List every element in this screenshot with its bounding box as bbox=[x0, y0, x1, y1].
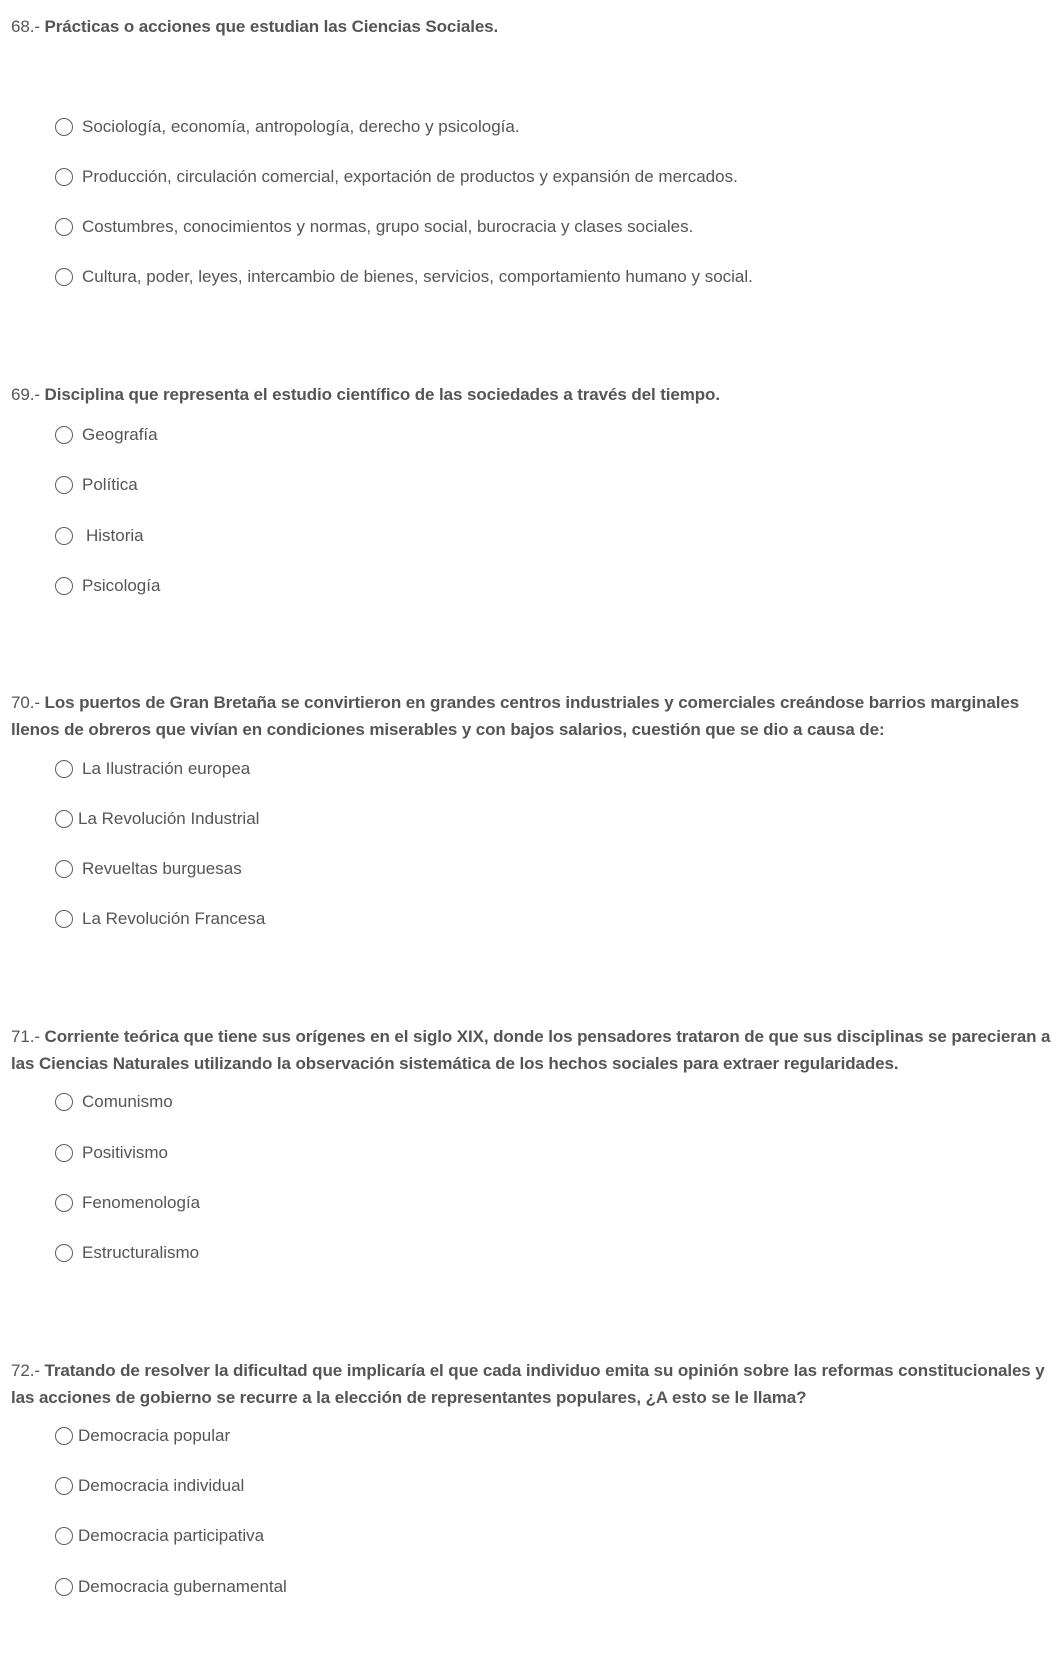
question-68 bbox=[11, 13, 1051, 40]
option-72-a[interactable] bbox=[55, 1421, 230, 1451]
question-text bbox=[11, 1023, 1051, 1077]
question-number: 68.- bbox=[11, 17, 40, 36]
option-69-c[interactable] bbox=[55, 521, 144, 551]
radio-button[interactable] bbox=[55, 1244, 73, 1262]
option-68-b[interactable] bbox=[55, 162, 738, 192]
radio-button[interactable] bbox=[55, 760, 73, 778]
question-number: 72.- bbox=[11, 1361, 40, 1380]
option-label: Democracia gubernamental bbox=[78, 1577, 287, 1596]
option-label: Sociología, economía, antropología, derecho y psicología. bbox=[82, 117, 520, 136]
question-text bbox=[11, 381, 1051, 408]
radio-button[interactable] bbox=[55, 577, 73, 595]
radio-button[interactable] bbox=[55, 218, 73, 236]
option-label: Democracia participativa bbox=[78, 1526, 265, 1545]
radio-button[interactable] bbox=[55, 1427, 73, 1445]
option-70-b[interactable] bbox=[55, 804, 259, 834]
option-label: La Revolución Industrial bbox=[78, 809, 260, 828]
radio-button[interactable] bbox=[55, 1194, 73, 1212]
question-number: 70.- bbox=[11, 693, 40, 712]
radio-button[interactable] bbox=[55, 1527, 73, 1545]
option-label: Costumbres, conocimientos y normas, grupo social, burocracia y clases sociales. bbox=[82, 217, 694, 236]
option-label: Comunismo bbox=[82, 1092, 173, 1111]
option-label: Revueltas burguesas bbox=[82, 859, 242, 878]
radio-button[interactable] bbox=[55, 1093, 73, 1111]
radio-button[interactable] bbox=[55, 1578, 73, 1596]
question-body: Prácticas o acciones que estudian las Ciencias Sociales. bbox=[44, 17, 499, 36]
radio-button[interactable] bbox=[55, 426, 73, 444]
question-72 bbox=[11, 1357, 1051, 1411]
radio-button[interactable] bbox=[55, 268, 73, 286]
option-68-a[interactable] bbox=[55, 112, 520, 142]
question-69 bbox=[11, 381, 1051, 408]
option-71-b[interactable] bbox=[55, 1138, 168, 1168]
option-68-c[interactable] bbox=[55, 212, 693, 242]
question-number: 69.- bbox=[11, 385, 40, 404]
option-label: Política bbox=[82, 475, 138, 494]
option-70-d[interactable] bbox=[55, 904, 265, 934]
option-label: La Ilustración europea bbox=[82, 759, 251, 778]
option-71-d[interactable] bbox=[55, 1238, 199, 1268]
option-label: Cultura, poder, leyes, intercambio de bienes, servicios, comportamiento humano y social. bbox=[82, 267, 753, 286]
question-body: Disciplina que representa el estudio científico de las sociedades a través del tiempo. bbox=[44, 385, 720, 404]
option-69-d[interactable] bbox=[55, 571, 160, 601]
radio-button[interactable] bbox=[55, 1144, 73, 1162]
question-70 bbox=[11, 689, 1051, 743]
option-label: Historia bbox=[86, 526, 144, 545]
option-72-b[interactable] bbox=[55, 1471, 244, 1501]
question-body: Tratando de resolver la dificultad que implicaría el que cada individuo emita su opinión sobre las reformas constitucionales y las acciones de gobierno se recurre a la elección de representantes populares, ¿A esto se le llama? bbox=[11, 1361, 1045, 1407]
question-text bbox=[11, 1357, 1051, 1411]
option-71-c[interactable] bbox=[55, 1188, 200, 1218]
option-label: La Revolución Francesa bbox=[82, 909, 266, 928]
question-body: Corriente teórica que tiene sus orígenes en el siglo XIX, donde los pensadores trataron de que sus disciplinas se parecieran a las Ciencias Naturales utilizando la observación sistemática de los hechos sociales para extraer regularidades. bbox=[11, 1027, 1051, 1073]
option-68-d[interactable] bbox=[55, 262, 753, 292]
option-label: Democracia individual bbox=[78, 1476, 245, 1495]
option-label: Psicología bbox=[82, 576, 161, 595]
option-72-c[interactable] bbox=[55, 1521, 264, 1551]
option-label: Estructuralismo bbox=[82, 1243, 200, 1262]
option-70-c[interactable] bbox=[55, 854, 242, 884]
question-body: Los puertos de Gran Bretaña se convirtieron en grandes centros industriales y comerciales creándose barrios marginales llenos de obreros que vivían en condiciones miserables y con bajos salarios, cuestión que se dio a causa de: bbox=[11, 693, 1020, 739]
option-72-d[interactable] bbox=[55, 1572, 287, 1602]
radio-button[interactable] bbox=[55, 476, 73, 494]
radio-button[interactable] bbox=[55, 910, 73, 928]
option-69-b[interactable] bbox=[55, 470, 138, 500]
option-label: Producción, circulación comercial, exportación de productos y expansión de mercados. bbox=[82, 167, 738, 186]
option-label: Fenomenología bbox=[82, 1193, 201, 1212]
radio-button[interactable] bbox=[55, 527, 73, 545]
option-label: Positivismo bbox=[82, 1143, 168, 1162]
radio-button[interactable] bbox=[55, 1477, 73, 1495]
radio-button[interactable] bbox=[55, 118, 73, 136]
radio-button[interactable] bbox=[55, 860, 73, 878]
option-label: Geografía bbox=[82, 425, 158, 444]
radio-button[interactable] bbox=[55, 168, 73, 186]
option-70-a[interactable] bbox=[55, 754, 250, 784]
question-text bbox=[11, 13, 1051, 40]
option-71-a[interactable] bbox=[55, 1087, 173, 1117]
option-label: Democracia popular bbox=[78, 1426, 231, 1445]
question-number: 71.- bbox=[11, 1027, 40, 1046]
radio-button[interactable] bbox=[55, 810, 73, 828]
question-text bbox=[11, 689, 1051, 743]
question-71 bbox=[11, 1023, 1051, 1077]
option-69-a[interactable] bbox=[55, 420, 158, 450]
